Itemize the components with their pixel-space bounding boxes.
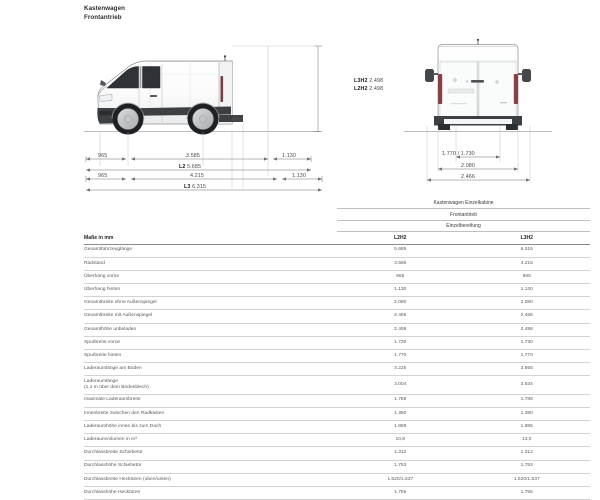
van-rear-illustration <box>404 39 552 132</box>
rear-dim-width <box>438 167 518 170</box>
specifications-table <box>84 198 590 500</box>
height-dimension <box>232 46 322 132</box>
table-column-header-row <box>84 232 590 244</box>
table-drive-header-row <box>84 209 590 220</box>
side-total-l3 <box>184 184 206 190</box>
table-row <box>84 407 590 420</box>
side-total-l3-code: L3 <box>184 183 191 190</box>
rear-wheel <box>188 104 219 135</box>
height-code-l2h2: L2H2 <box>354 85 368 92</box>
table-row <box>84 486 590 499</box>
rear-dim-mirror-width-label: 2.466 <box>461 173 475 180</box>
row-label: Spurbreite vorne <box>84 336 337 349</box>
table-row <box>84 270 590 283</box>
row-value-l3h2: 1.730 <box>464 336 591 349</box>
rear-dim-width-label: 2.080 <box>461 162 475 169</box>
row-value-l2h2: 1.520/1.537 <box>337 473 464 486</box>
table-row <box>84 420 590 433</box>
right-mirror <box>518 69 531 82</box>
front-wheel <box>113 104 144 135</box>
left-mirror <box>425 69 438 82</box>
side-seg-wheelbase-l3: 4.215 <box>190 172 204 179</box>
table-row <box>84 363 590 376</box>
dimension-diagram <box>0 16 600 196</box>
row-value-l2h2: 1.770 <box>337 350 464 363</box>
row-label: Gesamthöhe unbeladen <box>84 323 337 336</box>
table-row <box>84 350 590 363</box>
page-title-line2: Frontantrieb <box>84 14 122 21</box>
row-value-l2h2: 1.885 <box>337 420 464 433</box>
table-row <box>84 376 590 394</box>
row-value-l3h2: 2.498 <box>464 323 591 336</box>
height-value-l3h2: 2.498 <box>369 78 384 84</box>
row-value-l3h2: 1.130 <box>464 284 591 297</box>
row-value-l2h2: 1.130 <box>337 284 464 297</box>
row-value-l2h2: 2.466 <box>337 310 464 323</box>
row-label: Überhang hinten <box>84 284 337 297</box>
table-row <box>84 297 590 310</box>
row-value-l2h2: 1.753 <box>337 460 464 473</box>
row-label: Gesamtbreite ohne Außenspiegel <box>84 297 337 310</box>
side-seg-front-overhang-l3: 965 <box>98 172 108 179</box>
row-value-l3h2: 1.789 <box>464 394 591 407</box>
row-value-l2h2: 1.755 <box>337 486 464 499</box>
row-value-l3h2: 4.215 <box>464 257 591 270</box>
row-value-l3h2: 3.855 <box>464 363 591 376</box>
group-header-label: Kastenwagen Einzelkabine <box>337 198 590 209</box>
row-value-l2h2: 965 <box>337 270 464 283</box>
row-value-l3h2: 2.080 <box>464 297 591 310</box>
row-value-l3h2: 3.634 <box>464 376 591 394</box>
side-seg-front-overhang-l2: 965 <box>98 152 108 159</box>
height-label-l3h2 <box>354 78 383 84</box>
row-value-l3h2: 1.770 <box>464 350 591 363</box>
page-title-line1: Kastenwagen <box>84 5 125 12</box>
row-label <box>84 376 337 394</box>
table-row <box>84 447 590 460</box>
height-code-l3h2: L3H2 <box>354 78 368 84</box>
row-label: Gesamtbreite mit Außenspiegel <box>84 310 337 323</box>
row-label: Laderaumvolumen in m³ <box>84 434 337 447</box>
van-side-illustration <box>84 55 320 134</box>
height-value-l2h2: 2.498 <box>369 85 384 92</box>
row-value-l2h2: 2.498 <box>337 323 464 336</box>
row-label: Laderaumhöhe innen bis zum Dach <box>84 420 337 433</box>
row-value-l2h2: 2.080 <box>337 297 464 310</box>
table-group-header-row <box>84 198 590 209</box>
dimension-chain-l3 <box>86 176 322 182</box>
row-value-l3h2: 1.520/1.537 <box>464 473 591 486</box>
row-value-l2h2: 1.312 <box>337 447 464 460</box>
rear-dim-track-label: 1.770 / 1.730 <box>442 150 475 157</box>
row-value-l3h2: 1.755 <box>464 486 591 499</box>
row-value-l3h2: 1.312 <box>464 447 591 460</box>
table-row <box>84 257 590 270</box>
table-row <box>84 310 590 323</box>
row-label: Durchlassbreite Schiebetür <box>84 447 337 460</box>
tyre-header-label: Einzelbereifung <box>337 220 590 231</box>
row-value-l2h2: 10,8 <box>337 434 464 447</box>
table-row <box>84 284 590 297</box>
row-label: Durchlasshöhe Schiebetür <box>84 460 337 473</box>
row-value-l3h2: 1.753 <box>464 460 591 473</box>
height-label-l2h2 <box>354 86 383 92</box>
diagram-svg <box>0 16 600 196</box>
drive-header-label: Frontantrieb <box>337 209 590 220</box>
row-value-l3h2: 965 <box>464 270 591 283</box>
row-label: Durchlasshöhe Hecktüren <box>84 486 337 499</box>
table-tyre-header-row <box>84 220 590 231</box>
table-row <box>84 336 590 349</box>
rear-dim-mirror-width <box>427 178 530 181</box>
row-label: Durchlassbreite Hecktüren (oben/unten) <box>84 473 337 486</box>
side-seg-rear-overhang-l3: 1.130 <box>292 172 306 179</box>
row-value-l3h2: 13,0 <box>464 434 591 447</box>
drive-header-spacer <box>84 209 337 220</box>
group-header-spacer <box>84 198 337 209</box>
table-row <box>84 323 590 336</box>
column-header-l3h2: L3H2 <box>464 232 591 244</box>
tyre-header-spacer <box>84 220 337 231</box>
row-label-line1: Laderaumlänge <box>84 378 118 384</box>
side-seg-rear-overhang-l2: 1.130 <box>282 152 296 159</box>
row-label: maximale Laderaumbreite <box>84 394 337 407</box>
row-value-l2h2: 5.685 <box>337 244 464 257</box>
side-seg-wheelbase-l2: 3.585 <box>186 152 200 159</box>
row-label: Innenbreite zwischen den Radkästen <box>84 407 337 420</box>
row-value-l2h2: 1.789 <box>337 394 464 407</box>
row-value-l3h2: 2.466 <box>464 310 591 323</box>
row-value-l2h2: 3.225 <box>337 363 464 376</box>
row-value-l2h2: 1.730 <box>337 336 464 349</box>
row-label: Radstand <box>84 257 337 270</box>
table-row <box>84 434 590 447</box>
row-value-l3h2: 1.885 <box>464 420 591 433</box>
table-row <box>84 244 590 257</box>
side-total-l3-value: 6.315 <box>192 183 207 190</box>
row-value-l3h2: 1.380 <box>464 407 591 420</box>
table-row <box>84 394 590 407</box>
row-label: Gesamtfahrzeuglänge <box>84 244 337 257</box>
row-label: Überhang vorne <box>84 270 337 283</box>
column-header-measure: Maße in mm <box>84 232 337 244</box>
row-label: Laderaumlänge am Boden <box>84 363 337 376</box>
table-row <box>84 473 590 486</box>
column-header-l2h2: L2H2 <box>337 232 464 244</box>
side-total-l2 <box>179 164 201 170</box>
row-label-line2: (1,1 m über dem Bodenblech) <box>84 384 149 390</box>
row-value-l2h2: 1.380 <box>337 407 464 420</box>
row-label: Spurbreite hinten <box>84 350 337 363</box>
side-total-l2-code: L2 <box>179 163 186 170</box>
row-value-l3h2: 6.315 <box>464 244 591 257</box>
table-row <box>84 460 590 473</box>
row-value-l2h2: 3.004 <box>337 376 464 394</box>
side-total-l2-value: 5.685 <box>187 163 202 170</box>
row-value-l2h2: 3.585 <box>337 257 464 270</box>
